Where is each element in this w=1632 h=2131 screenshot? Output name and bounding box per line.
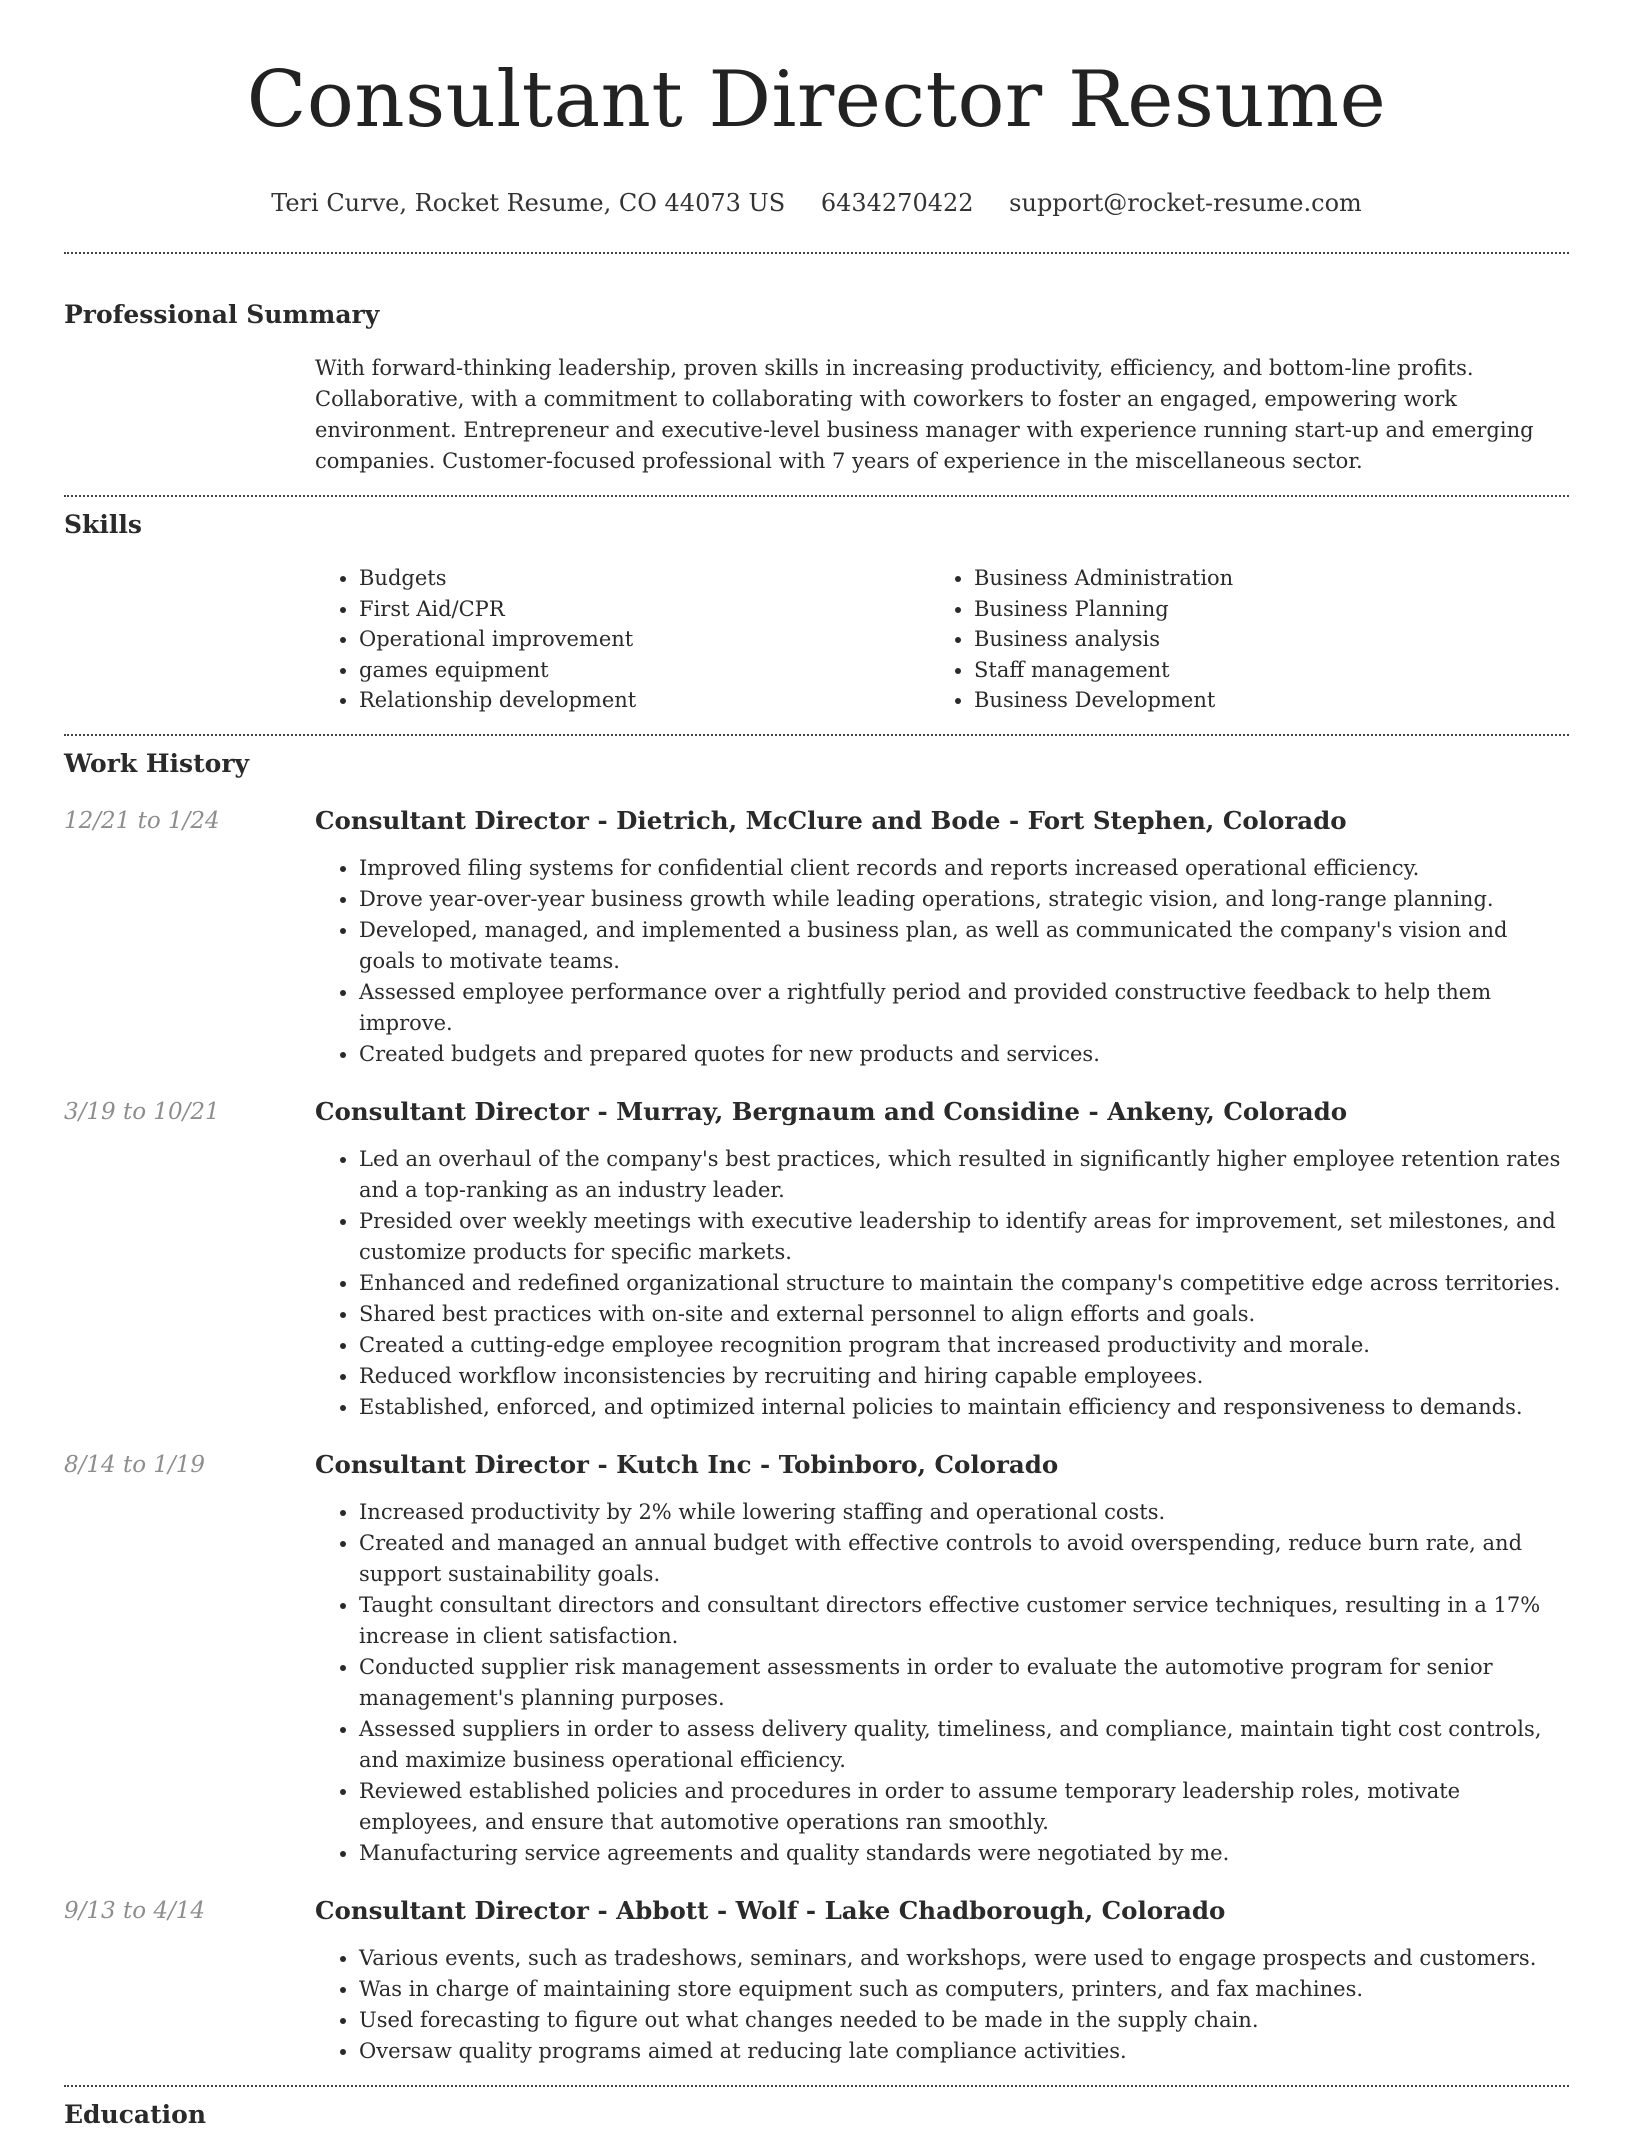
contact-phone: 6434270422: [820, 189, 974, 217]
job-bullet: • Reduced workflow inconsistencies by recruiting and hiring capable employees.: [359, 1361, 1569, 1392]
job-bullet: • Reviewed established policies and procedures in order to assume temporary leadership roles, motivate employees, and ensure that automotive operations ran smoothly.: [359, 1776, 1569, 1838]
job-bullets: [315, 1497, 1569, 1869]
skills-list-left: [315, 563, 930, 716]
job-title: Consultant Director - Abbott - Wolf - Lake Chadborough, Colorado: [315, 1895, 1226, 1925]
job-bullets: [315, 1943, 1569, 2067]
job-bullet: • Presided over weekly meetings with executive leadership to identify areas for improvement, set milestones, and customize products for specific markets.: [359, 1206, 1569, 1268]
job-title: Consultant Director - Kutch Inc - Tobinboro, Colorado: [315, 1449, 1059, 1479]
job-bullet: • Various events, such as tradeshows, seminars, and workshops, were used to engage prospects and customers.: [359, 1943, 1569, 1974]
job-entry: [64, 1097, 1569, 1423]
job-entry: [64, 1896, 1569, 2067]
job-title: Consultant Director - Murray, Bergnaum and Considine - Ankeny, Colorado: [315, 1096, 1348, 1126]
page-title: Consultant Director Resume: [246, 55, 1387, 145]
job-bullet: • Created and managed an annual budget with effective controls to avoid overspending, reduce burn rate, and support sustainability goals.: [359, 1528, 1569, 1590]
skill-item: • Operational improvement: [359, 624, 930, 655]
job-bullet: • Assessed suppliers in order to assess delivery quality, timeliness, and compliance, maintain tight cost controls, and maximize business operational efficiency.: [359, 1714, 1569, 1776]
job-dates: 12/21 to 1/24: [64, 807, 220, 834]
job-bullet: • Developed, managed, and implemented a business plan, as well as communicated the company's vision and goals to motivate teams.: [359, 915, 1569, 977]
contact-address: Teri Curve, Rocket Resume, CO 44073 US: [271, 189, 786, 217]
job-bullet: • Taught consultant directors and consultant directors effective customer service techniques, resulting in a 17% increase in client satisfaction.: [359, 1590, 1569, 1652]
job-bullets: [315, 1144, 1569, 1423]
job-bullet: • Created budgets and prepared quotes for new products and services.: [359, 1039, 1569, 1070]
resume-page: [64, 0, 1569, 2131]
skill-item: • First Aid/CPR: [359, 594, 930, 625]
summary-heading: Professional Summary: [64, 300, 380, 329]
skills-list-right: [930, 563, 1545, 716]
job-bullet: • Enhanced and redefined organizational structure to maintain the company's competitive edge across territories.: [359, 1268, 1569, 1299]
skill-item: • Business Development: [974, 685, 1545, 716]
job-bullet: • Improved filing systems for confidential client records and reports increased operational efficiency.: [359, 853, 1569, 884]
skill-item: • Business Planning: [974, 594, 1545, 625]
education-heading: Education: [64, 2099, 207, 2129]
skill-item: • games equipment: [359, 655, 930, 686]
job-bullet: • Increased productivity by 2% while lowering staffing and operational costs.: [359, 1497, 1569, 1528]
job-bullet: • Drove year-over-year business growth while leading operations, strategic vision, and long-range planning.: [359, 884, 1569, 915]
skill-item: • Staff management: [974, 655, 1545, 686]
job-bullet: • Established, enforced, and optimized internal policies to maintain efficiency and responsiveness to demands.: [359, 1392, 1569, 1423]
job-title: Consultant Director - Dietrich, McClure and Bode - Fort Stephen, Colorado: [315, 805, 1347, 835]
job-entry: [64, 1450, 1569, 1869]
work-history-section: [64, 736, 1569, 2067]
job-dates: 8/14 to 1/19: [64, 1451, 206, 1478]
skill-item: • Relationship development: [359, 685, 930, 716]
job-bullets: [315, 853, 1569, 1070]
skill-item: • Business analysis: [974, 624, 1545, 655]
job-bullet: • Oversaw quality programs aimed at reducing late compliance activities.: [359, 2036, 1569, 2067]
job-bullet: • Used forecasting to figure out what changes needed to be made in the supply chain.: [359, 2005, 1569, 2036]
job-bullet: • Shared best practices with on-site and external personnel to align efforts and goals.: [359, 1299, 1569, 1330]
contact-email: support@rocket-resume.com: [1009, 189, 1362, 217]
work-history-heading: Work History: [64, 748, 250, 778]
job-dates: 9/13 to 4/14: [64, 1897, 206, 1924]
job-bullet: • Manufacturing service agreements and quality standards were negotiated by me.: [359, 1838, 1569, 1869]
job-bullet: • Assessed employee performance over a rightfully period and provided constructive feedback to help them improve.: [359, 977, 1569, 1039]
job-bullet: • Conducted supplier risk management assessments in order to evaluate the automotive program for senior management's planning purposes.: [359, 1652, 1569, 1714]
job-dates: 3/19 to 10/21: [64, 1098, 220, 1125]
skill-item: • Business Administration: [974, 563, 1545, 594]
job-entry: [64, 806, 1569, 1070]
skill-item: • Budgets: [359, 563, 930, 594]
job-bullet: • Created a cutting-edge employee recognition program that increased productivity and morale.: [359, 1330, 1569, 1361]
skills-section: [64, 497, 1569, 716]
contact-line: [64, 188, 1569, 218]
education-section: [64, 2087, 1569, 2131]
skills-heading: Skills: [64, 510, 142, 539]
job-bullet: • Led an overhaul of the company's best practices, which resulted in significantly higher employee retention rates and a top-ranking as an industry leader.: [359, 1144, 1569, 1206]
summary-section: [64, 254, 1569, 477]
job-bullet: • Was in charge of maintaining store equipment such as computers, printers, and fax machines.: [359, 1974, 1569, 2005]
summary-text: With forward-thinking leadership, proven skills in increasing productivity, efficiency, and bottom-line profits. Collaborative, with a commitment to collaborating with coworkers to foster an engaged, empowering work environment. Entrepreneur and executive-level business manager with experience running start-up and emerging companies. Customer-focused professional with 7 years of experience in the miscellaneous sector.: [315, 356, 1534, 473]
